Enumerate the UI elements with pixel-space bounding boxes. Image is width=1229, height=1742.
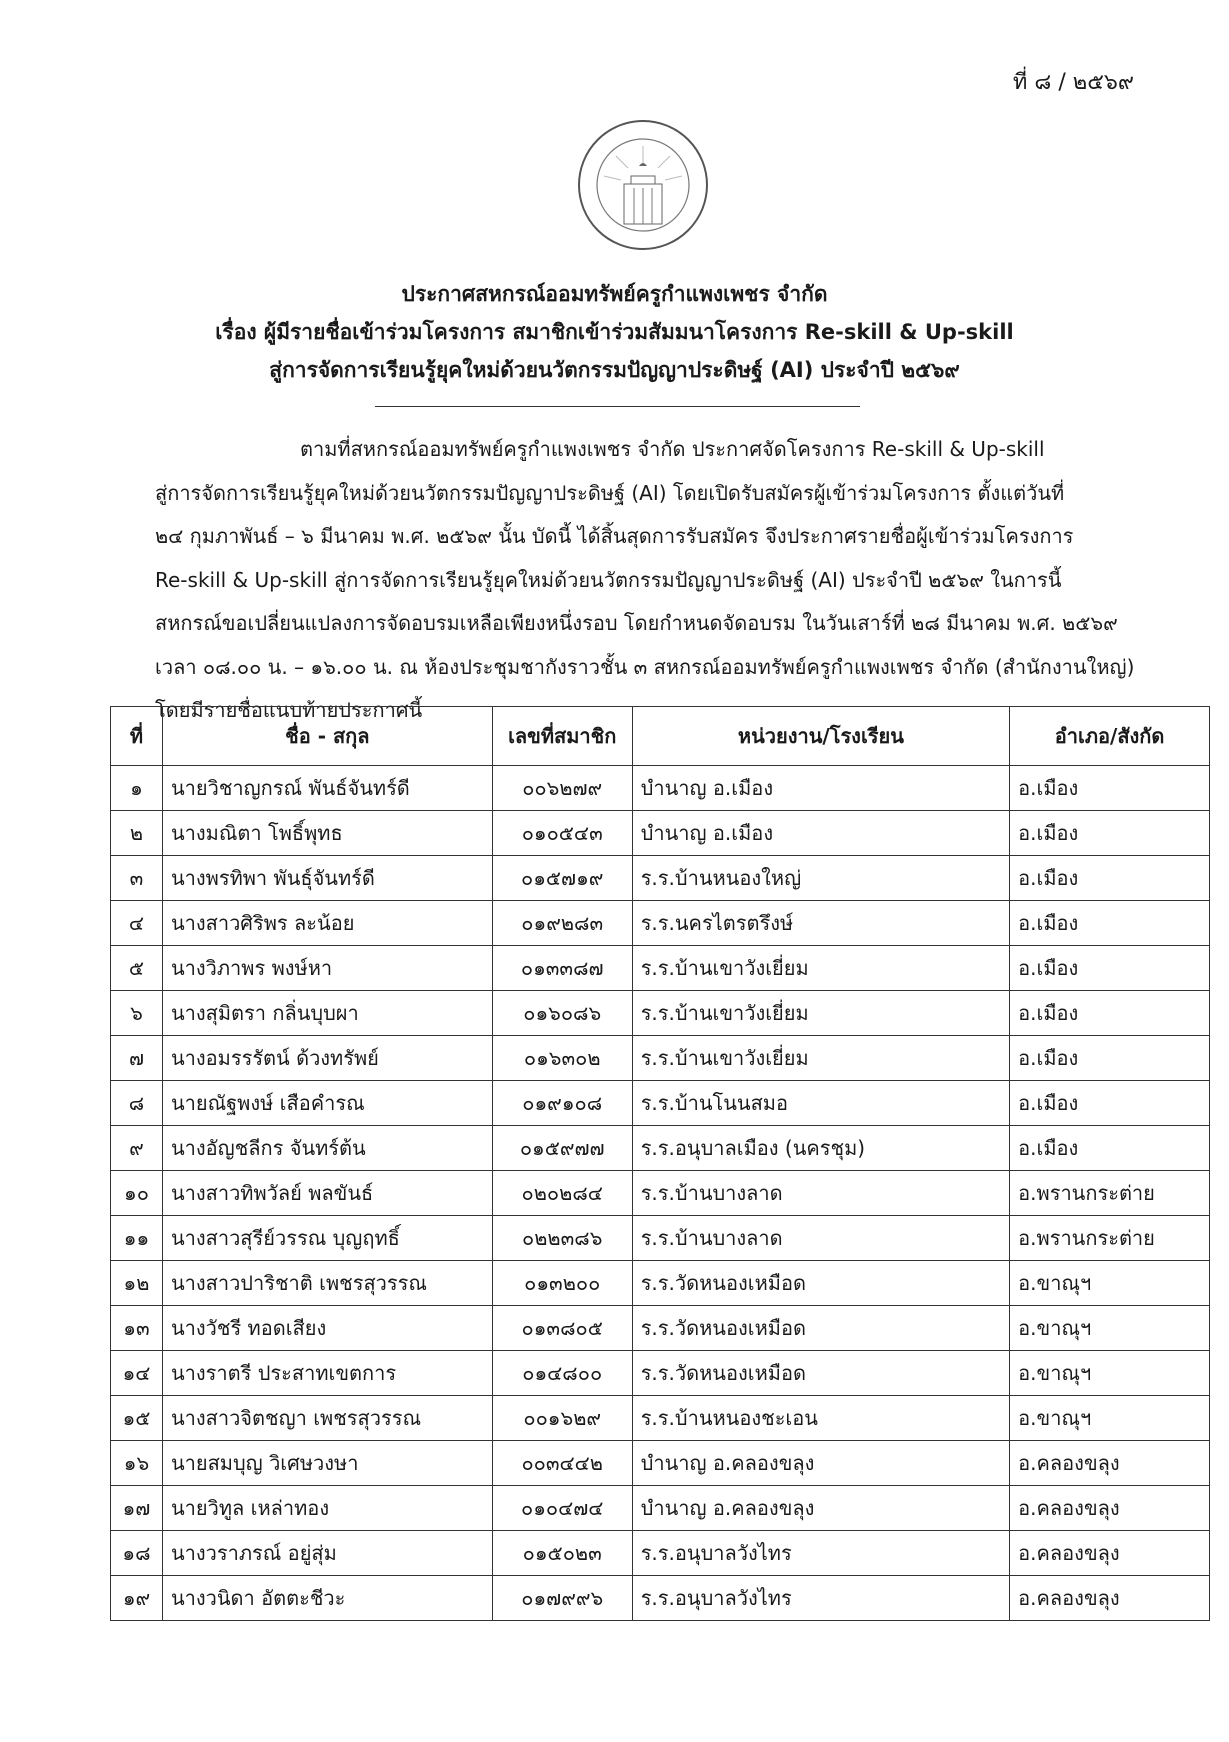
- unit-school: บำนาญ อ.เมือง: [632, 811, 1009, 856]
- member-id: ๐๑๕๗๑๙: [492, 856, 632, 901]
- row-number: ๒: [111, 811, 163, 856]
- table-row: [111, 1036, 1210, 1081]
- row-number: ๖: [111, 991, 163, 1036]
- unit-school: ร.ร.อนุบาลวังไทร: [632, 1531, 1009, 1576]
- district: อ.พรานกระต่าย: [1010, 1216, 1210, 1261]
- district: อ.เมือง: [1010, 811, 1210, 856]
- district: อ.เมือง: [1010, 1036, 1210, 1081]
- member-name: นายวิชาญกรณ์ พันธ์จันทร์ดี: [162, 766, 492, 811]
- row-number: ๓: [111, 856, 163, 901]
- announcement-subject: เรื่อง ผู้มีรายชื่อเข้าร่วมโครงการ สมาชิกเข้าร่วมสัมมนาโครงการ Re-skill & Up-skill: [215, 320, 1014, 344]
- member-name: นางวราภรณ์ อยู่สุ่ม: [162, 1531, 492, 1576]
- announcement-subject-continued: สู่การจัดการเรียนรู้ยุคใหม่ด้วยนวัตกรรมปัญญาประดิษฐ์ (AI) ประจำปี ๒๕๖๙: [269, 358, 960, 382]
- header-name: ชื่อ - สกุล: [162, 707, 492, 766]
- member-name: นางสาวจิตชญา เพชรสุวรรณ: [162, 1396, 492, 1441]
- member-id: ๐๒๐๒๘๔: [492, 1171, 632, 1216]
- unit-school: บำนาญ อ.เมือง: [632, 766, 1009, 811]
- unit-school: ร.ร.วัดหนองเหมือด: [632, 1351, 1009, 1396]
- row-number: ๑๓: [111, 1306, 163, 1351]
- table-row: [111, 811, 1210, 856]
- district: อ.เมือง: [1010, 1126, 1210, 1171]
- row-number: ๙: [111, 1126, 163, 1171]
- district: อ.เมือง: [1010, 856, 1210, 901]
- unit-school: บำนาญ อ.คลองขลุง: [632, 1486, 1009, 1531]
- member-id: ๐๑๓๓๘๗: [492, 946, 632, 991]
- title-divider: [375, 406, 860, 407]
- member-name: นายสมบุญ วิเศษวงษา: [162, 1441, 492, 1486]
- unit-school: ร.ร.บ้านบางลาด: [632, 1171, 1009, 1216]
- body-line: เวลา ๐๘.๐๐ น. – ๑๖.๐๐ น. ณ ห้องประชุมชากังราวชั้น ๓ สหกรณ์ออมทรัพย์ครูกำแพงเพชร จำกัด (สำนักงานใหญ่): [155, 654, 1135, 679]
- member-id: ๐๑๖๐๘๖: [492, 991, 632, 1036]
- header-unit-school: หน่วยงาน/โรงเรียน: [632, 707, 1009, 766]
- table-row: [111, 1531, 1210, 1576]
- member-name: นางราตรี ประสาทเขตการ: [162, 1351, 492, 1396]
- district: อ.เมือง: [1010, 1081, 1210, 1126]
- member-id: ๐๑๓๘๐๕: [492, 1306, 632, 1351]
- member-id: ๐๒๒๓๘๖: [492, 1216, 632, 1261]
- district: อ.คลองขลุง: [1010, 1576, 1210, 1621]
- member-name: นางวิภาพร พงษ์หา: [162, 946, 492, 991]
- header-member-id: เลขที่สมาชิก: [492, 707, 632, 766]
- member-name: นางสุมิตรา กลิ่นบุบผา: [162, 991, 492, 1036]
- body-line: สหกรณ์ขอเปลี่ยนแปลงการจัดอบรมเหลือเพียงหนึ่งรอบ โดยกำหนดจัดอบรม ในวันเสาร์ที่ ๒๘ มีนาคม พ.ศ. ๒๕๖๙: [155, 611, 1118, 635]
- body-line: Re-skill & Up-skill สู่การจัดการเรียนรู้ยุคใหม่ด้วยนวัตกรรมปัญญาประดิษฐ์ (AI) ประจำปี ๒๕๖๙ ในการนี้: [155, 567, 1062, 592]
- unit-school: ร.ร.บ้านเขาวังเยี่ยม: [632, 1036, 1009, 1081]
- participants-table: [110, 706, 1210, 1621]
- row-number: ๑๑: [111, 1216, 163, 1261]
- member-name: นางสาวศิริพร ละน้อย: [162, 901, 492, 946]
- row-number: ๑๙: [111, 1576, 163, 1621]
- member-id: ๐๑๐๕๔๓: [492, 811, 632, 856]
- unit-school: ร.ร.บ้านเขาวังเยี่ยม: [632, 991, 1009, 1036]
- row-number: ๑๘: [111, 1531, 163, 1576]
- unit-school: ร.ร.บ้านหนองชะเอน: [632, 1396, 1009, 1441]
- district: อ.ขาณุฯ: [1010, 1396, 1210, 1441]
- row-number: ๑๗: [111, 1486, 163, 1531]
- district: อ.ขาณุฯ: [1010, 1351, 1210, 1396]
- row-number: ๔: [111, 901, 163, 946]
- row-number: ๑๕: [111, 1396, 163, 1441]
- table-row: [111, 991, 1210, 1036]
- member-name: นางวนิดา อัตตะชีวะ: [162, 1576, 492, 1621]
- member-name: นางอัญชลีกร จันทร์ต้น: [162, 1126, 492, 1171]
- body-line: โดยมีรายชื่อแนบท้ายประกาศนี้: [155, 698, 423, 722]
- district: อ.เมือง: [1010, 766, 1210, 811]
- table-row: [111, 1396, 1210, 1441]
- row-number: ๗: [111, 1036, 163, 1081]
- district: อ.พรานกระต่าย: [1010, 1171, 1210, 1216]
- table-row: [111, 1486, 1210, 1531]
- header-district: อำเภอ/สังกัด: [1010, 707, 1210, 766]
- unit-school: ร.ร.บ้านบางลาด: [632, 1216, 1009, 1261]
- district: อ.คลองขลุง: [1010, 1486, 1210, 1531]
- member-name: นายวิทูล เหล่าทอง: [162, 1486, 492, 1531]
- document-number: ที่ ๘ / ๒๕๖๙: [1012, 70, 1134, 95]
- member-name: นางวัชรี ทอดเสียง: [162, 1306, 492, 1351]
- member-id: ๐๑๕๐๒๓: [492, 1531, 632, 1576]
- member-name: นางสาวปาริชาติ เพชรสุวรรณ: [162, 1261, 492, 1306]
- table-row: [111, 1081, 1210, 1126]
- member-id: ๐๑๙๒๘๓: [492, 901, 632, 946]
- table-row: [111, 1351, 1210, 1396]
- table-row: [111, 766, 1210, 811]
- member-name: นายณัฐพงษ์ เสือคำรณ: [162, 1081, 492, 1126]
- row-number: ๑๔: [111, 1351, 163, 1396]
- table-row: [111, 1441, 1210, 1486]
- member-id: ๐๑๓๒๐๐: [492, 1261, 632, 1306]
- body-line: ๒๔ กุมภาพันธ์ – ๖ มีนาคม พ.ศ. ๒๕๖๙ นั้น บัดนี้ ได้สิ้นสุดการรับสมัคร จึงประกาศรายชื่อผู้เข้าร่วมโครงการ: [155, 524, 1074, 548]
- row-number: ๑๐: [111, 1171, 163, 1216]
- district: อ.ขาณุฯ: [1010, 1261, 1210, 1306]
- unit-school: ร.ร.วัดหนองเหมือด: [632, 1261, 1009, 1306]
- unit-school: ร.ร.บ้านโนนสมอ: [632, 1081, 1009, 1126]
- table-row: [111, 856, 1210, 901]
- member-name: นางสาวสุรีย์วรรณ บุญฤทธิ์: [162, 1216, 492, 1261]
- unit-school: ร.ร.อนุบาลวังไทร: [632, 1576, 1009, 1621]
- announcement-title: ประกาศสหกรณ์ออมทรัพย์ครูกำแพงเพชร จำกัด: [401, 282, 828, 306]
- body-line: ตามที่สหกรณ์ออมทรัพย์ครูกำแพงเพชร จำกัด ประกาศจัดโครงการ Re-skill & Up-skill: [300, 437, 1045, 461]
- member-name: นางพรทิพา พันธุ์จันทร์ดี: [162, 856, 492, 901]
- unit-school: ร.ร.นครไตรตรึงษ์: [632, 901, 1009, 946]
- table-row: [111, 946, 1210, 991]
- header-number: ที่: [111, 707, 163, 766]
- member-name: นางอมรรรัตน์ ด้วงทรัพย์: [162, 1036, 492, 1081]
- row-number: ๘: [111, 1081, 163, 1126]
- district: อ.เมือง: [1010, 946, 1210, 991]
- member-name: นางสาวทิพวัลย์ พลขันธ์: [162, 1171, 492, 1216]
- row-number: ๕: [111, 946, 163, 991]
- district: อ.เมือง: [1010, 901, 1210, 946]
- member-id: ๐๐๓๔๔๒: [492, 1441, 632, 1486]
- unit-school: ร.ร.อนุบาลเมือง (นครชุม): [632, 1126, 1009, 1171]
- table-row: [111, 901, 1210, 946]
- member-id: ๐๑๖๓๐๒: [492, 1036, 632, 1081]
- table-row: [111, 1126, 1210, 1171]
- unit-school: ร.ร.บ้านเขาวังเยี่ยม: [632, 946, 1009, 991]
- body-line: สู่การจัดการเรียนรู้ยุคใหม่ด้วยนวัตกรรมปัญญาประดิษฐ์ (AI) โดยเปิดรับสมัครผู้เข้าร่วมโครงการ ตั้งแต่วันที่: [155, 480, 1065, 505]
- member-id: ๐๑๙๑๐๘: [492, 1081, 632, 1126]
- announcement-body: [155, 428, 1155, 733]
- unit-school: ร.ร.วัดหนองเหมือด: [632, 1306, 1009, 1351]
- district: อ.ขาณุฯ: [1010, 1306, 1210, 1351]
- district: อ.เมือง: [1010, 991, 1210, 1036]
- unit-school: ร.ร.บ้านหนองใหญ่: [632, 856, 1009, 901]
- member-id: ๐๑๐๔๗๔: [492, 1486, 632, 1531]
- member-id: ๐๐๖๒๗๙: [492, 766, 632, 811]
- member-name: นางมณิตา โพธิ์พุทธ: [162, 811, 492, 856]
- row-number: ๑๖: [111, 1441, 163, 1486]
- table-row: [111, 1216, 1210, 1261]
- table-row: [111, 1261, 1210, 1306]
- row-number: ๑: [111, 766, 163, 811]
- unit-school: บำนาญ อ.คลองขลุง: [632, 1441, 1009, 1486]
- member-id: ๐๑๔๘๐๐: [492, 1351, 632, 1396]
- table-row: [111, 1576, 1210, 1621]
- member-id: ๐๐๑๖๒๙: [492, 1396, 632, 1441]
- district: อ.คลองขลุง: [1010, 1531, 1210, 1576]
- member-id: ๐๑๗๙๙๖: [492, 1576, 632, 1621]
- table-header-row: [111, 707, 1210, 766]
- cooperative-seal-logo: [576, 118, 710, 252]
- row-number: ๑๒: [111, 1261, 163, 1306]
- district: อ.คลองขลุง: [1010, 1441, 1210, 1486]
- member-id: ๐๑๕๙๗๗: [492, 1126, 632, 1171]
- table-row: [111, 1171, 1210, 1216]
- table-row: [111, 1306, 1210, 1351]
